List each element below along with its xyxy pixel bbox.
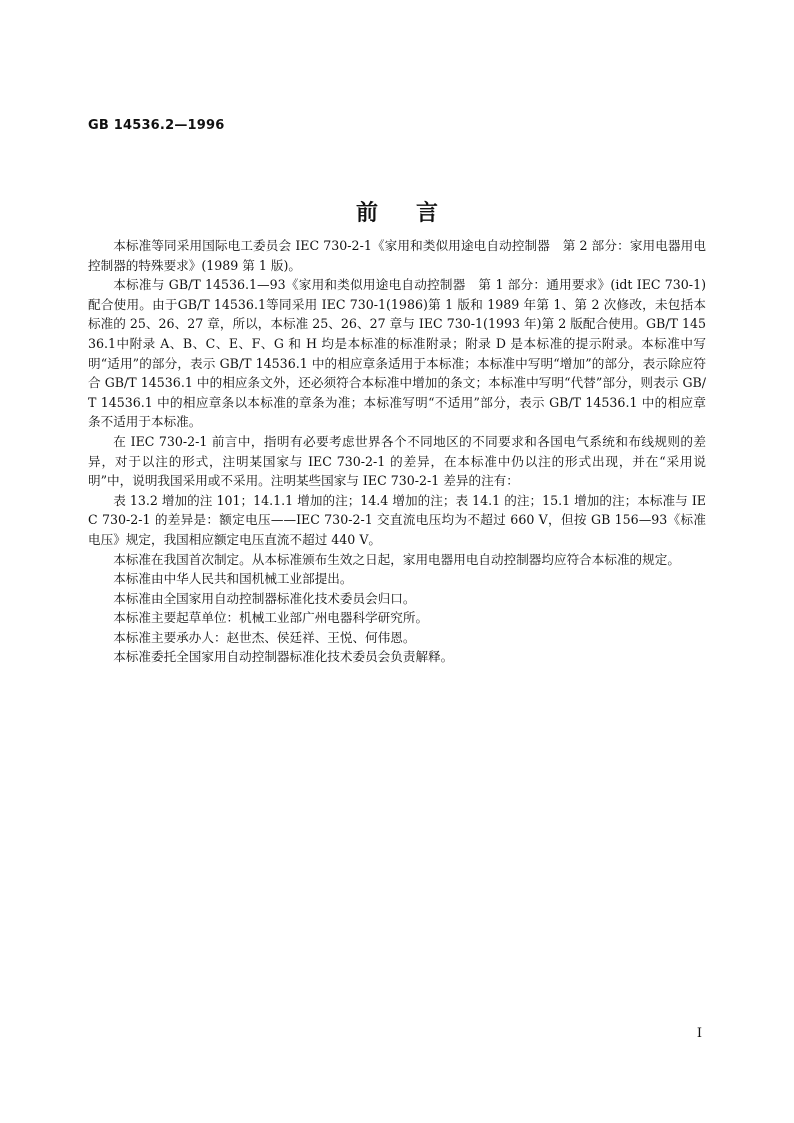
paragraph-adoption: 本标准等同采用国际电工委员会 IEC 730-2-1《家用和类似用途电自动控制器 第 2 部分：家用电器用电控制器的特殊要求》(1989 第 1 版)。 xyxy=(88,238,706,273)
paragraph-drafters: 本标准主要承办人：赵世杰、侯廷祥、王悦、何伟恩。 xyxy=(113,629,416,645)
paragraph-first-issue: 本标准在我国首次制定。从本标准颁布生效之日起，家用电器用电自动控制器均应符合本标准的规定。 xyxy=(113,551,680,567)
paragraph-responsible-committee: 本标准由全国家用自动控制器标准化技术委员会归口。 xyxy=(113,590,416,606)
paragraph-interpretation: 本标准委托全国家用自动控制器标准化技术委员会负责解释。 xyxy=(113,649,454,665)
paragraph-relation: 本标准与 GB/T 14536.1—93《家用和类似用途电自动控制器 第 1 部分：通用要求》(idt IEC 730-1)配合使用。由于GB/T 14536.1等同采用 IEC 730-1(1986)第 1 版和 1989 年第 1、第 2 次修改，未包括本标准的 25、26、27 章，所以，本标准 25、26、27 章与 IEC 730-1(1993 年)第 2 版配合使用。GB/T 14536.1中附录 A、B、C、E、F、G 和 H 均是本标准的标准附录；附录 D 是本标准的提示附录。本标准中写明“适用”的部分，表示 GB/T 14536.1 中的相应章条适用于本标准；本标准中写明“增加”的部分，表示除应符合 GB/T 14536.1 中的相应条文外，还必须符合本标准中增加的条文；本标准中写明“代替”部分，则表示 GB/T 14536.1 中的相应章条以本标准的章条为准；本标准写明“不适用”部分，表示 GB/T 14536.1 中的相应章条不适用于本标准。 xyxy=(88,277,706,430)
page-title: 前言 xyxy=(355,201,476,226)
paragraph-differences: 表 13.2 增加的注 101；14.1.1 增加的注；14.4 增加的注；表 14.1 的注；15.1 增加的注；本标准与 IEC 730-2-1 的差异是：额定电压——IEC 730-2-1 交直流电压均为不超过 660 V，但按 GB 156—93《标准电压》规定，我国相应额定电压直流不超过 440 V。 xyxy=(88,492,706,547)
paragraph-drafting-unit: 本标准主要起草单位：机械工业部广州电器科学研究所。 xyxy=(113,610,429,626)
foreword-body xyxy=(88,236,706,667)
paragraph-proposer: 本标准由中华人民共和国机械工业部提出。 xyxy=(113,571,353,587)
page-number: I xyxy=(696,1026,702,1041)
paragraph-iec-foreword: 在 IEC 730-2-1 前言中，指明有必要考虑世界各个不同地区的不同要求和各国电气系统和布线规则的差异，对于以注的形式，注明某国家与 IEC 730-2-1 的差异，在本标准中仍以注的形式出现，并在“采用说明”中，说明我国采用或不采用。注明某些国家与 IEC 730-2-1 差异的注有： xyxy=(88,433,706,489)
standard-code: GB 14536.2—1996 xyxy=(88,118,225,133)
